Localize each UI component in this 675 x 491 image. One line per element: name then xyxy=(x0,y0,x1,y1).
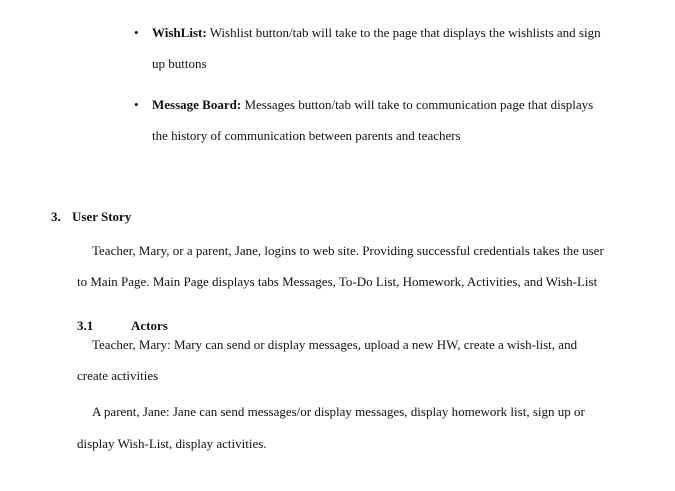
section-title: User Story xyxy=(72,209,132,224)
bullet-dot: • xyxy=(134,25,139,40)
subsection-heading xyxy=(77,318,168,334)
subsection-number: 3.1 xyxy=(77,318,94,333)
actor-parent-line-2: display Wish-List, display activities. xyxy=(77,436,267,451)
message-board-description: Messages button/tab will take to communication page that displays xyxy=(244,97,594,112)
message-board-bullet-line-2: the history of communication between parents and teachers xyxy=(152,128,461,143)
message-board-term: Message Board: xyxy=(152,97,242,112)
user-story-para-line-2: to Main Page. Main Page displays tabs Messages, To-Do List, Homework, Activities, and Wish-List xyxy=(77,274,598,289)
message-board-bullet-line-1 xyxy=(152,97,593,113)
actor-teacher-line-2: create activities xyxy=(77,368,159,383)
actor-parent-line-1: A parent, Jane: Jane can send messages/or display messages, display homework list, sign up or xyxy=(92,404,585,419)
section-number: 3. xyxy=(51,209,61,224)
wishlist-description: Wishlist button/tab will take to the page that displays the wishlists and sign xyxy=(209,25,601,40)
bullet-dot: • xyxy=(134,97,139,112)
section-heading xyxy=(51,209,131,225)
wishlist-bullet-line-1 xyxy=(152,25,601,41)
user-story-para-line-1: Teacher, Mary, or a parent, Jane, logins to web site. Providing successful credentials takes the user xyxy=(92,243,604,258)
actor-teacher-line-1: Teacher, Mary: Mary can send or display messages, upload a new HW, create a wish-list, and xyxy=(92,337,578,352)
subsection-title: Actors xyxy=(131,318,168,333)
wishlist-bullet-line-2: up buttons xyxy=(152,56,207,71)
wishlist-term: WishList: xyxy=(152,25,207,40)
